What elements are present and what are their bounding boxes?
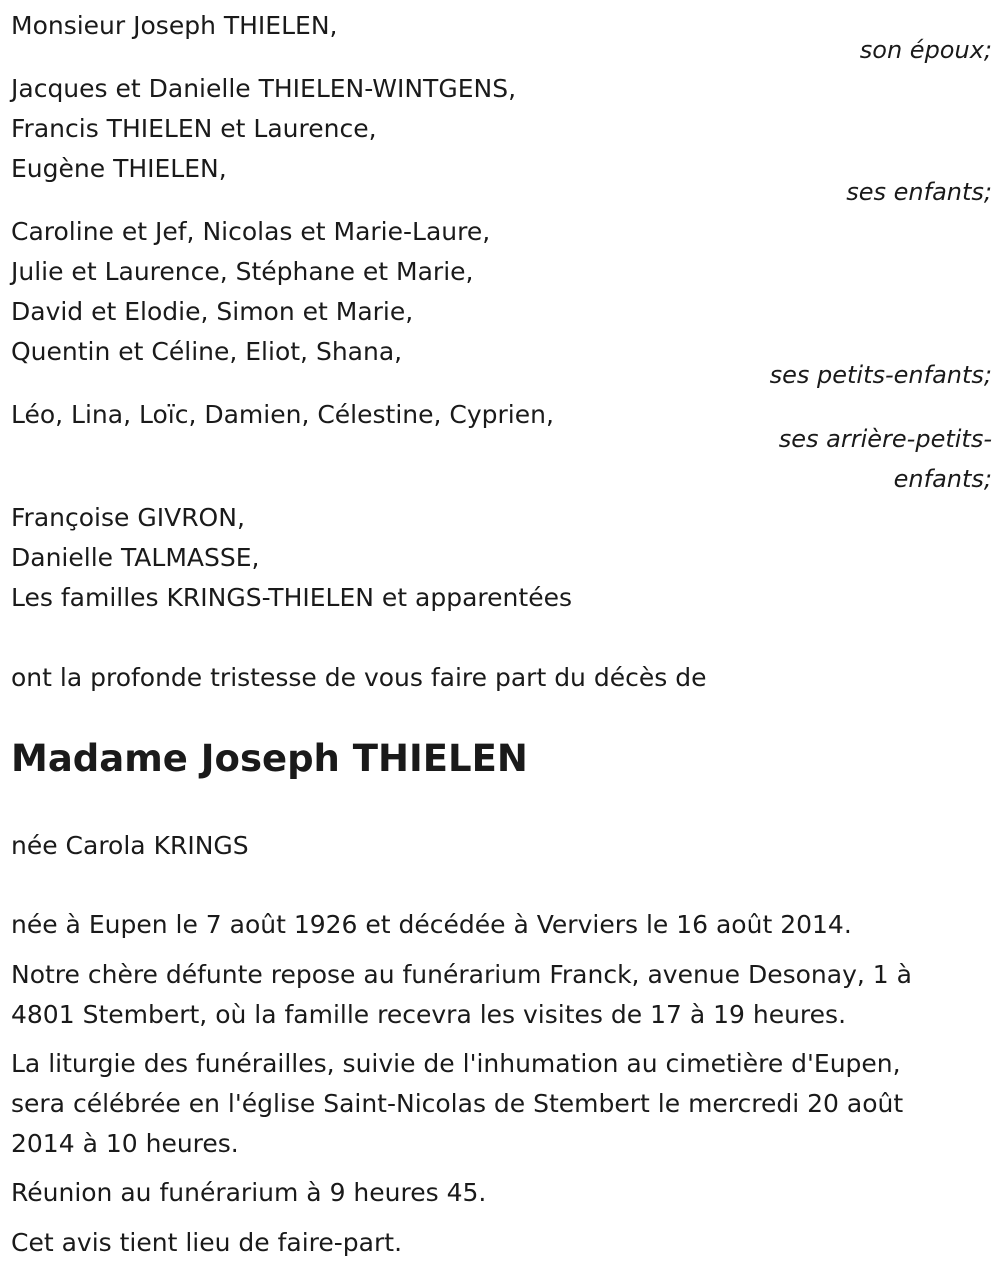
grandchild-line: David et Elodie, Simon et Marie,	[11, 297, 414, 326]
great-grandchildren-block	[11, 395, 554, 435]
husband-block	[11, 6, 337, 46]
children-role: ses enfants;	[846, 178, 992, 206]
child-line: Francis THIELEN et Laurence,	[11, 114, 377, 143]
relative-line: Françoise GIVRON,	[11, 503, 245, 532]
husband-role: son époux;	[859, 36, 992, 64]
relative-line: Danielle TALMASSE,	[11, 543, 260, 572]
child-line: Eugène THIELEN,	[11, 154, 227, 183]
great-grandchild-line: Léo, Lina, Loïc, Damien, Célestine, Cyprien,	[11, 400, 554, 429]
child-line: Jacques et Danielle THIELEN-WINTGENS,	[11, 74, 517, 103]
children-block	[11, 69, 516, 189]
announcement: ont la profonde tristesse de vous faire part du décès de	[11, 663, 707, 692]
meeting-paragraph: Réunion au funérarium à 9 heures 45.	[11, 1178, 487, 1207]
other-relatives-block	[11, 498, 572, 618]
relative-line: Les familles KRINGS-THIELEN et apparentées	[11, 583, 572, 612]
husband-name: Monsieur Joseph THIELEN,	[11, 11, 338, 40]
grandchild-line: Julie et Laurence, Stéphane et Marie,	[11, 257, 474, 286]
grandchildren-role: ses petits-enfants;	[769, 361, 992, 389]
maiden-name: née Carola KRINGS	[11, 831, 249, 860]
deceased-name: Madame Joseph THIELEN	[11, 737, 528, 780]
birth-death-text: née à Eupen le 7 août 1926 et décédée à Verviers le 16 août 2014.	[11, 910, 852, 939]
wake-paragraph: Notre chère défunte repose au funérarium Franck, avenue Desonay, 1 à 4801 Stembert, où la famille recevra les visites de 17 à 19 heures.	[11, 960, 912, 1029]
grandchildren-block	[11, 212, 490, 372]
closing-paragraph: Cet avis tient lieu de faire-part.	[11, 1228, 403, 1257]
grandchild-line: Caroline et Jef, Nicolas et Marie-Laure,	[11, 217, 491, 246]
funeral-paragraph: La liturgie des funérailles, suivie de l'inhumation au cimetière d'Eupen, sera célébrée en l'église Saint-Nicolas de Stembert le mercredi 20 août 2014 à 10 heures.	[11, 1049, 904, 1158]
grandchild-line: Quentin et Céline, Eliot, Shana,	[11, 337, 403, 366]
great-grandchildren-role: ses arrière-petits- enfants;	[778, 425, 992, 493]
